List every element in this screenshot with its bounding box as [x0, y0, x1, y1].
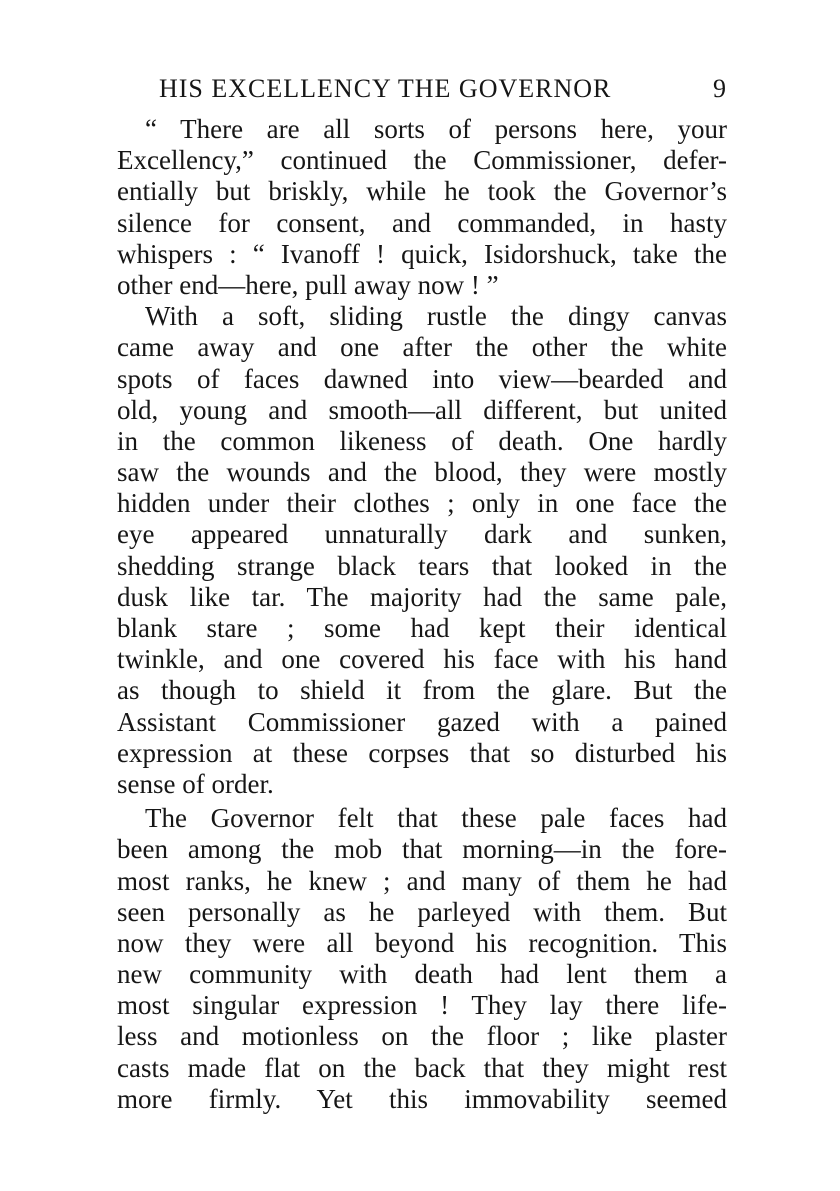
text-line: Excellency,” continued the Commissioner, defer-: [117, 145, 727, 176]
paragraph-1: [117, 114, 727, 301]
paragraph-2: [117, 301, 727, 800]
text-line: been among the mob that morning—in the fore-: [117, 834, 727, 865]
text-line: whispers : “ Ivanoff ! quick, Isidorshuck, take the: [117, 238, 727, 269]
text-line: saw the wounds and the blood, they were mostly: [117, 457, 727, 488]
text-line: twinkle, and one covered his face with his hand: [117, 644, 727, 675]
text-line: most singular expression ! They lay there life-: [117, 990, 727, 1021]
text-line: seen personally as he parleyed with them. But: [117, 896, 727, 927]
running-title: HIS EXCELLENCY THE GOVERNOR: [159, 74, 612, 103]
text-line: most ranks, he knew ; and many of them he had: [117, 865, 727, 896]
text-line: hidden under their clothes ; only in one face the: [117, 488, 727, 519]
text-line: silence for consent, and commanded, in hasty: [117, 207, 727, 238]
text-line: other end—here, pull away now ! ”: [117, 269, 499, 300]
text-line: more firmly. Yet this immovability seemed: [117, 1083, 727, 1114]
paragraph-3: [117, 803, 727, 1115]
text-line: casts made flat on the back that they might rest: [117, 1052, 727, 1083]
text-line: as though to shield it from the glare. But the: [117, 675, 727, 706]
text-line: sense of order.: [117, 768, 274, 799]
text-line: With a soft, sliding rustle the dingy canvas: [145, 301, 727, 332]
text-line: old, young and smooth—all different, but united: [117, 394, 727, 425]
text-line: new community with death had lent them a: [117, 959, 727, 990]
text-line: less and motionless on the floor ; like plaster: [117, 1021, 727, 1052]
text-line: in the common likeness of death. One hardly: [117, 425, 727, 456]
text-line: shedding strange black tears that looked in the: [117, 550, 727, 581]
text-line: eye appeared unnaturally dark and sunken,: [117, 519, 727, 550]
text-line: The Governor felt that these pale faces had: [145, 803, 727, 834]
text-line: came away and one after the other the white: [117, 332, 727, 363]
book-page: [117, 72, 727, 1115]
text-line: “ There are all sorts of persons here, your: [145, 114, 727, 144]
text-line: now they were all beyond his recognition. This: [117, 927, 727, 958]
text-line: Assistant Commissioner gazed with a pained: [117, 706, 727, 737]
text-line: blank stare ; some had kept their identical: [117, 613, 727, 643]
page-number: 9: [713, 74, 727, 103]
text-line: spots of faces dawned into view—bearded and: [117, 363, 727, 394]
text-line: dusk like tar. The majority had the same pale,: [117, 581, 727, 612]
text-line: entially but briskly, while he took the Governor’s: [117, 176, 727, 207]
text-line: expression at these corpses that so disturbed his: [117, 737, 727, 768]
running-head: [159, 72, 727, 114]
